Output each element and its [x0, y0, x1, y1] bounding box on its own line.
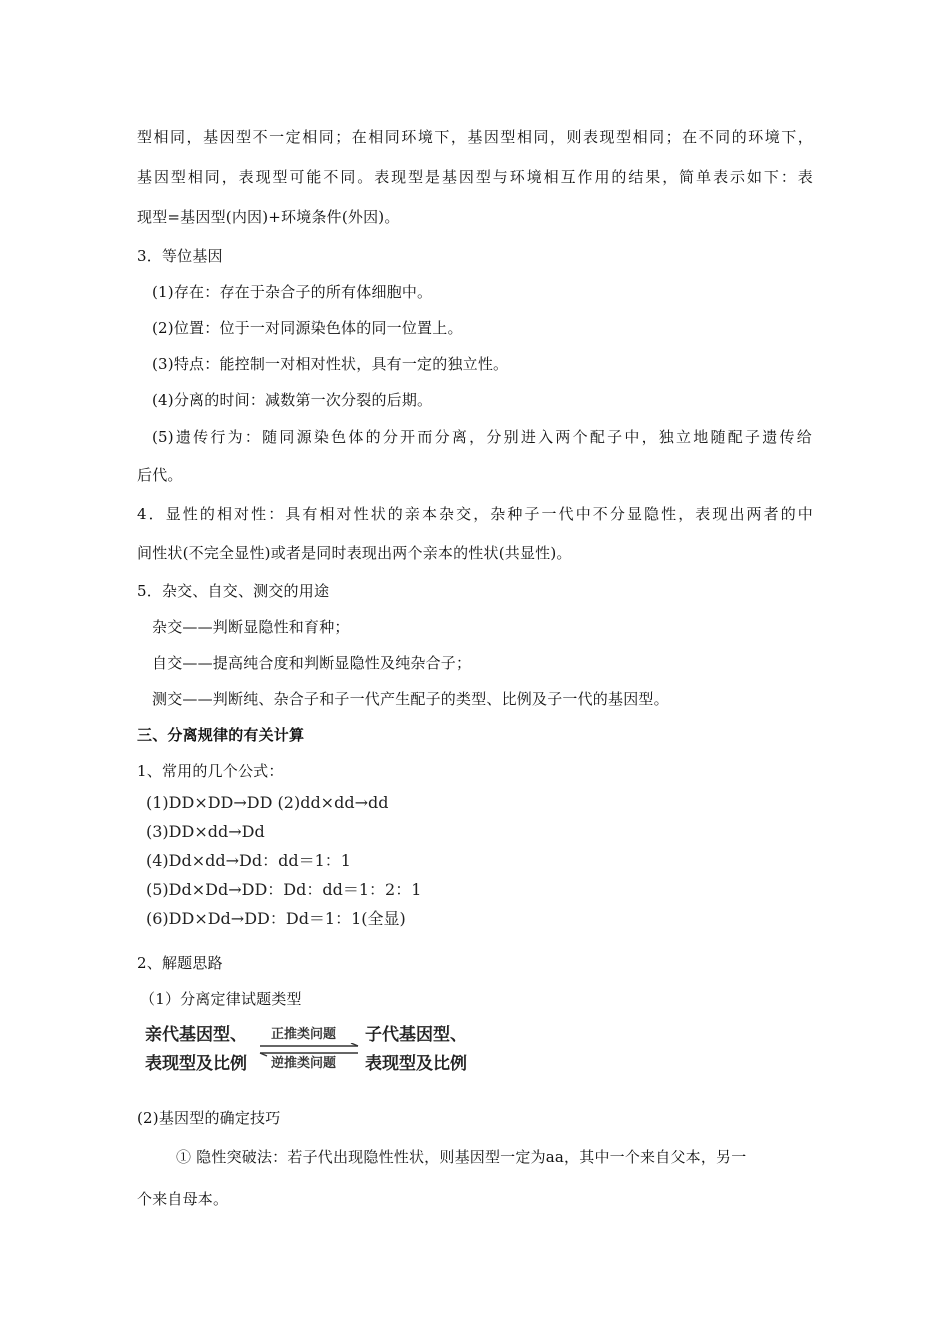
section-heading: 5．杂交、自交、测交的用途 — [137, 582, 330, 600]
list-item-continuation: 后代。 — [137, 466, 183, 484]
section-heading: 3．等位基因 — [137, 247, 223, 265]
diagram-right-top: 子代基因型、 — [365, 1025, 467, 1045]
formula-line: (3)DD×dd→Dd — [146, 822, 265, 841]
section-heading: 1、常用的几个公式： — [137, 762, 284, 780]
forward-arrow-label: 正推类问题 — [271, 1027, 337, 1042]
chapter-heading: 三、分离规律的有关计算 — [137, 726, 305, 744]
list-item: (3)特点：能控制一对相对性状，具有一定的独立性。 — [152, 355, 509, 373]
list-item: 测交——判断纯、杂合子和子一代产生配子的类型、比例及子一代的基因型。 — [152, 690, 669, 708]
formula-line: (1)DD×DD→DD (2)dd×dd→dd — [146, 793, 389, 812]
bidirectional-arrow-icon — [258, 1043, 362, 1057]
paragraph-line: 型相同，基因型不一定相同；在相同环境下，基因型相同，则表现型相同；在不同的环境下， — [137, 128, 813, 146]
subsection-heading: （1）分离定律试题类型 — [140, 990, 302, 1008]
list-item: (2)位置：位于一对同源染色体的同一位置上。 — [152, 319, 463, 337]
paragraph-line: 现型=基因型(内因)+环境条件(外因)。 — [137, 208, 400, 226]
list-item: 杂交——判断显隐性和育种； — [152, 618, 350, 636]
reverse-arrow-label: 逆推类问题 — [271, 1056, 337, 1071]
list-item: 自交——提高纯合度和判断显隐性及纯杂合子； — [152, 654, 472, 672]
formula-line: (6)DD×Dd→DD：Dd＝1：1(全显) — [146, 909, 406, 928]
diagram-left-bottom: 表现型及比例 — [145, 1054, 247, 1074]
subsection-heading: (2)基因型的确定技巧 — [137, 1109, 281, 1127]
paragraph-line: 4．显性的相对性：具有相对性状的亲本杂交，杂种子一代中不分显隐性，表现出两者的中 — [137, 505, 813, 523]
paragraph-line: ① 隐性突破法：若子代出现隐性性状，则基因型一定为aa，其中一个来自父本，另一 — [176, 1148, 747, 1166]
list-item: (5)遗传行为：随同源染色体的分开而分离，分别进入两个配子中，独立地随配子遗传给 — [152, 428, 812, 446]
paragraph-line: 基因型相同，表现型可能不同。表现型是基因型与环境相互作用的结果，简单表示如下：表 — [137, 168, 813, 186]
formula-line: (5)Dd×Dd→DD：Dd：dd＝1：2：1 — [146, 880, 422, 899]
list-item: (4)分离的时间：减数第一次分裂的后期。 — [152, 391, 433, 409]
section-heading: 2、解题思路 — [137, 954, 223, 972]
formula-line: (4)Dd×dd→Dd：dd＝1：1 — [146, 851, 351, 870]
list-item: (1)存在：存在于杂合子的所有体细胞中。 — [152, 283, 433, 301]
diagram-right-bottom: 表现型及比例 — [365, 1054, 467, 1074]
diagram-left-top: 亲代基因型、 — [145, 1025, 247, 1045]
paragraph-line: 间性状(不完全显性)或者是同时表现出两个亲本的性状(共显性)。 — [137, 544, 572, 562]
paragraph-line: 个来自母本。 — [137, 1190, 229, 1208]
